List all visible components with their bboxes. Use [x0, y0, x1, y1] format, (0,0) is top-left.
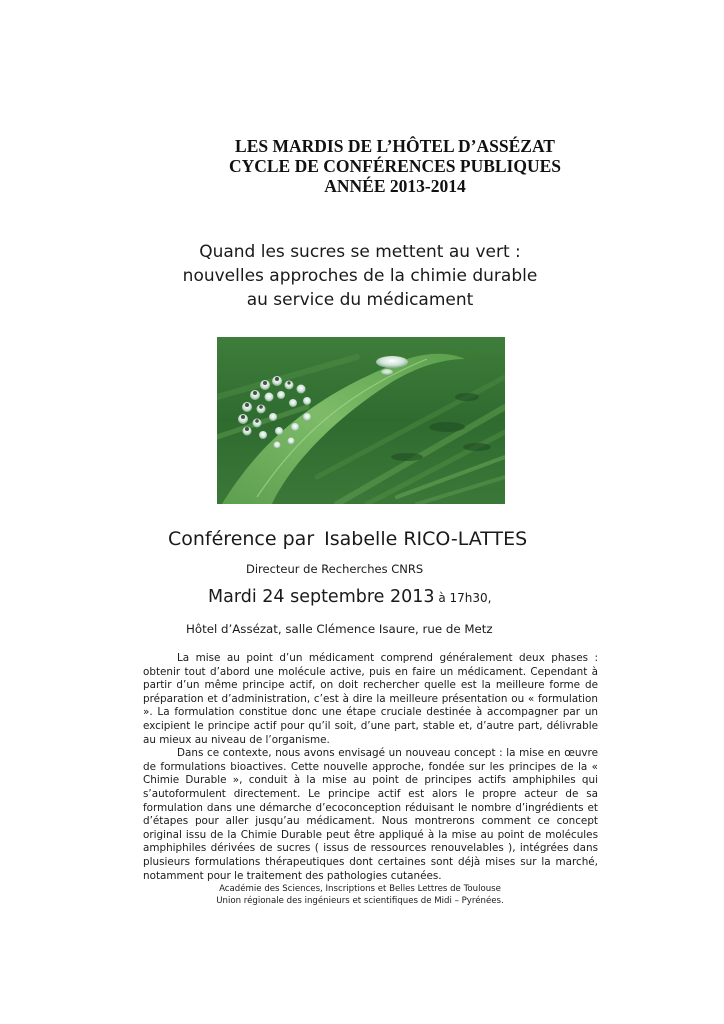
event-datetime: [208, 586, 491, 609]
abstract-paragraph-1: La mise au point d’un médicament comprend généralement deux phases : obtenir tout d’abord une molécule active, puis en faire un médicament. Cependant à partir d’un même principe actif, on doit rechercher quelle est la meilleure forme de préparation et d’administration, c’est à dire la meilleure présentation ou « formulation ». La formulation constitue donc une étape cruciale destinée à accompagner par un excipient le principe actif pour qu’il soit, d’une part, stable et, d’autre part, délivrable au mieux au niveau de l’organisme.: [143, 652, 598, 746]
speaker-prefix: Conférence par: [168, 528, 315, 550]
series-title: LES MARDIS DE L’HÔTEL D’ASSÉZAT: [235, 136, 555, 156]
speaker-name: Isabelle RICO-LATTES: [324, 528, 528, 550]
event-venue: Hôtel d’Assézat, salle Clémence Isaure, rue de Metz: [186, 622, 493, 636]
organizers: [150, 884, 570, 907]
speaker-heading: [168, 527, 588, 551]
event-time: à 17h30,: [434, 591, 492, 605]
organizer-academy: Académie des Sciences, Inscriptions et Belles Lettres de Toulouse: [219, 884, 501, 894]
series-header: [150, 136, 640, 196]
abstract: [143, 652, 598, 883]
speaker-role: Directeur de Recherches CNRS: [246, 562, 424, 576]
grass-droplet-photo: [217, 337, 505, 504]
abstract-paragraph-2: Dans ce contexte, nous avons envisagé un nouveau concept : la mise en œuvre de formulations bioactives. Cette nouvelle approche, fondée sur les principes de la « Chimie Durable », conduit à la mise au point de principes actifs amphiphiles qui s’autoformulent directement. Le principe actif est alors le propre acteur de sa formulation dans une démarche d’ecoconception réduisant le nombre d’ingrédients et d’étapes pour aller jusqu’au médicament. Nous montrerons comment ce concept original issu de la Chimie Durable peut être appliqué à la mise au point de molécules amphiphiles dérivées de sucres ( issus de ressources renouvelables ), intégrées dans plusieurs formulations thérapeutiques dont certaines sont déjà mises sur la marché, notamment pour le traitement des pathologies cutanées.: [143, 747, 598, 882]
conference-title-line-2: nouvelles approches de la chimie durable: [182, 266, 538, 286]
conference-title: [150, 240, 570, 312]
cycle-title: CYCLE DE CONFÉRENCES PUBLIQUES: [228, 156, 562, 176]
year-title: ANNÉE 2013-2014: [324, 176, 466, 196]
conference-title-line-1: Quand les sucres se mettent au vert :: [199, 242, 521, 262]
conference-title-line-3: au service du médicament: [246, 290, 474, 310]
organizer-union: Union régionale des ingénieurs et scientifiques de Midi – Pyrénées.: [216, 895, 504, 906]
event-date: Mardi 24 septembre 2013: [208, 587, 435, 607]
